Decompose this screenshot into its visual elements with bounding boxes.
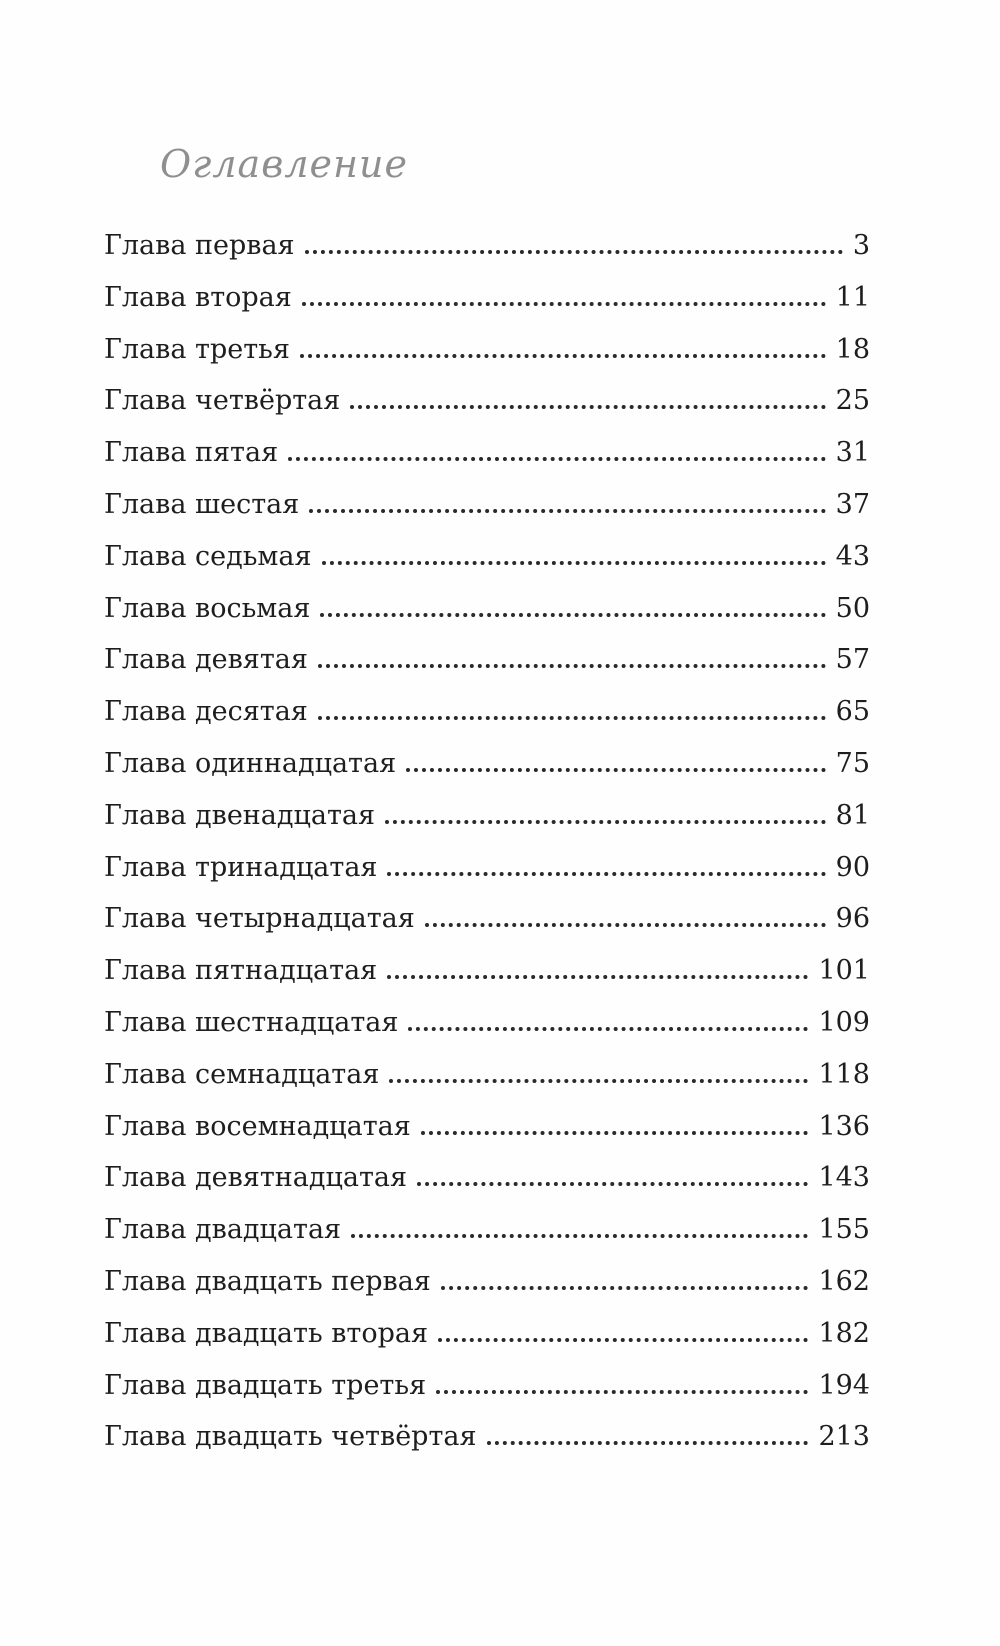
toc-entry bbox=[104, 1264, 870, 1316]
toc-entry bbox=[104, 280, 870, 332]
dot-leader bbox=[322, 539, 826, 565]
toc-entry-label: Глава семнадцатая bbox=[104, 1058, 380, 1090]
dot-leader bbox=[438, 1316, 808, 1342]
dot-leader bbox=[288, 435, 826, 461]
toc-entry-page: 50 bbox=[835, 592, 870, 624]
toc-entry-label: Глава тринадцатая bbox=[104, 851, 378, 883]
toc-entry bbox=[104, 383, 870, 435]
toc-entry-page: 143 bbox=[818, 1162, 870, 1194]
toc-entry bbox=[104, 694, 870, 746]
toc-entry-label: Глава девятая bbox=[104, 644, 308, 676]
toc-entry-page: 57 bbox=[835, 644, 870, 676]
toc-entry-page: 194 bbox=[818, 1369, 870, 1401]
dot-leader bbox=[425, 901, 826, 927]
toc-entry-page: 101 bbox=[818, 955, 870, 987]
toc-entry-page: 155 bbox=[818, 1214, 870, 1246]
toc-entry-label: Глава восемнадцатая bbox=[104, 1110, 411, 1142]
toc-entry bbox=[104, 953, 870, 1005]
toc-entry-page: 65 bbox=[835, 696, 870, 728]
toc-entry-label: Глава двадцатая bbox=[104, 1214, 342, 1246]
toc-entry bbox=[104, 746, 870, 798]
dot-leader bbox=[408, 1005, 808, 1031]
toc-entry-page: 109 bbox=[818, 1006, 870, 1038]
toc-entry-label: Глава вторая bbox=[104, 281, 292, 313]
dot-leader bbox=[318, 642, 826, 668]
toc-entry bbox=[104, 539, 870, 591]
toc-entry bbox=[104, 1005, 870, 1057]
toc-entry-label: Глава десятая bbox=[104, 696, 308, 728]
dot-leader bbox=[389, 1057, 808, 1083]
toc-entry bbox=[104, 1316, 870, 1368]
dot-leader bbox=[350, 383, 825, 409]
dot-leader bbox=[300, 332, 826, 358]
toc-entry bbox=[104, 642, 870, 694]
toc-entry-label: Глава третья bbox=[104, 333, 290, 365]
toc-entry-label: Глава восьмая bbox=[104, 592, 311, 624]
table-of-contents bbox=[104, 228, 870, 1471]
page-title: Оглавление bbox=[160, 142, 409, 186]
toc-entry bbox=[104, 1057, 870, 1109]
toc-entry-page: 18 bbox=[835, 333, 870, 365]
dot-leader bbox=[387, 850, 825, 876]
toc-entry-page: 162 bbox=[818, 1265, 870, 1297]
toc-entry-page: 3 bbox=[852, 230, 870, 261]
dot-leader bbox=[318, 694, 826, 720]
toc-entry-label: Глава четвёртая bbox=[104, 385, 341, 417]
toc-entry-label: Глава одиннадцатая bbox=[104, 747, 397, 779]
toc-entry-page: 81 bbox=[835, 799, 870, 831]
toc-entry bbox=[104, 1160, 870, 1212]
toc-entry bbox=[104, 591, 870, 643]
toc-entry bbox=[104, 798, 870, 850]
toc-entry-label: Глава двадцать вторая bbox=[104, 1317, 429, 1349]
toc-entry-label: Глава двадцать четвёртая bbox=[104, 1421, 477, 1453]
dot-leader bbox=[421, 1109, 809, 1135]
dot-leader bbox=[441, 1264, 809, 1290]
toc-entry-page: 25 bbox=[835, 385, 870, 417]
toc-entry-page: 75 bbox=[835, 747, 870, 779]
toc-entry-label: Глава шестнадцатая bbox=[104, 1006, 399, 1038]
toc-entry-page: 213 bbox=[818, 1421, 870, 1453]
toc-entry bbox=[104, 1419, 870, 1471]
dot-leader bbox=[351, 1212, 808, 1238]
toc-entry-label: Глава четырнадцатая bbox=[104, 903, 415, 935]
toc-entry-page: 37 bbox=[835, 488, 870, 520]
toc-entry-page: 96 bbox=[835, 903, 870, 935]
dot-leader bbox=[487, 1419, 809, 1445]
toc-entry-label: Глава пятнадцатая bbox=[104, 955, 378, 987]
toc-entry-label: Глава девятнадцатая bbox=[104, 1162, 408, 1194]
toc-entry-page: 31 bbox=[835, 437, 870, 469]
toc-entry-label: Глава седьмая bbox=[104, 540, 312, 572]
toc-entry-page: 90 bbox=[835, 851, 870, 883]
toc-entry-label: Глава двенадцатая bbox=[104, 799, 376, 831]
toc-entry bbox=[104, 332, 870, 384]
dot-leader bbox=[309, 487, 825, 513]
toc-entry bbox=[104, 435, 870, 487]
dot-leader bbox=[406, 746, 826, 772]
toc-entry bbox=[104, 1109, 870, 1161]
dot-leader bbox=[417, 1160, 808, 1186]
toc-entry-page: 43 bbox=[835, 540, 870, 572]
toc-entry-page: 11 bbox=[835, 281, 870, 313]
toc-entry bbox=[104, 850, 870, 902]
toc-entry bbox=[104, 487, 870, 539]
toc-entry-page: 182 bbox=[818, 1317, 870, 1349]
toc-entry bbox=[104, 1212, 870, 1264]
toc-entry bbox=[104, 228, 870, 280]
toc-entry-label: Глава двадцать первая bbox=[104, 1265, 431, 1297]
toc-entry bbox=[104, 901, 870, 953]
toc-entry-page: 118 bbox=[818, 1058, 870, 1090]
dot-leader bbox=[302, 280, 826, 306]
toc-entry-label: Глава пятая bbox=[104, 437, 279, 469]
toc-entry bbox=[104, 1368, 870, 1420]
toc-entry-page: 136 bbox=[818, 1110, 870, 1142]
toc-entry-label: Глава двадцать третья bbox=[104, 1369, 427, 1401]
dot-leader bbox=[385, 798, 826, 824]
dot-leader bbox=[320, 591, 825, 617]
toc-entry-label: Глава первая bbox=[104, 230, 295, 261]
dot-leader bbox=[305, 228, 843, 254]
dot-leader bbox=[436, 1368, 808, 1394]
toc-entry-label: Глава шестая bbox=[104, 488, 300, 520]
dot-leader bbox=[387, 953, 808, 979]
